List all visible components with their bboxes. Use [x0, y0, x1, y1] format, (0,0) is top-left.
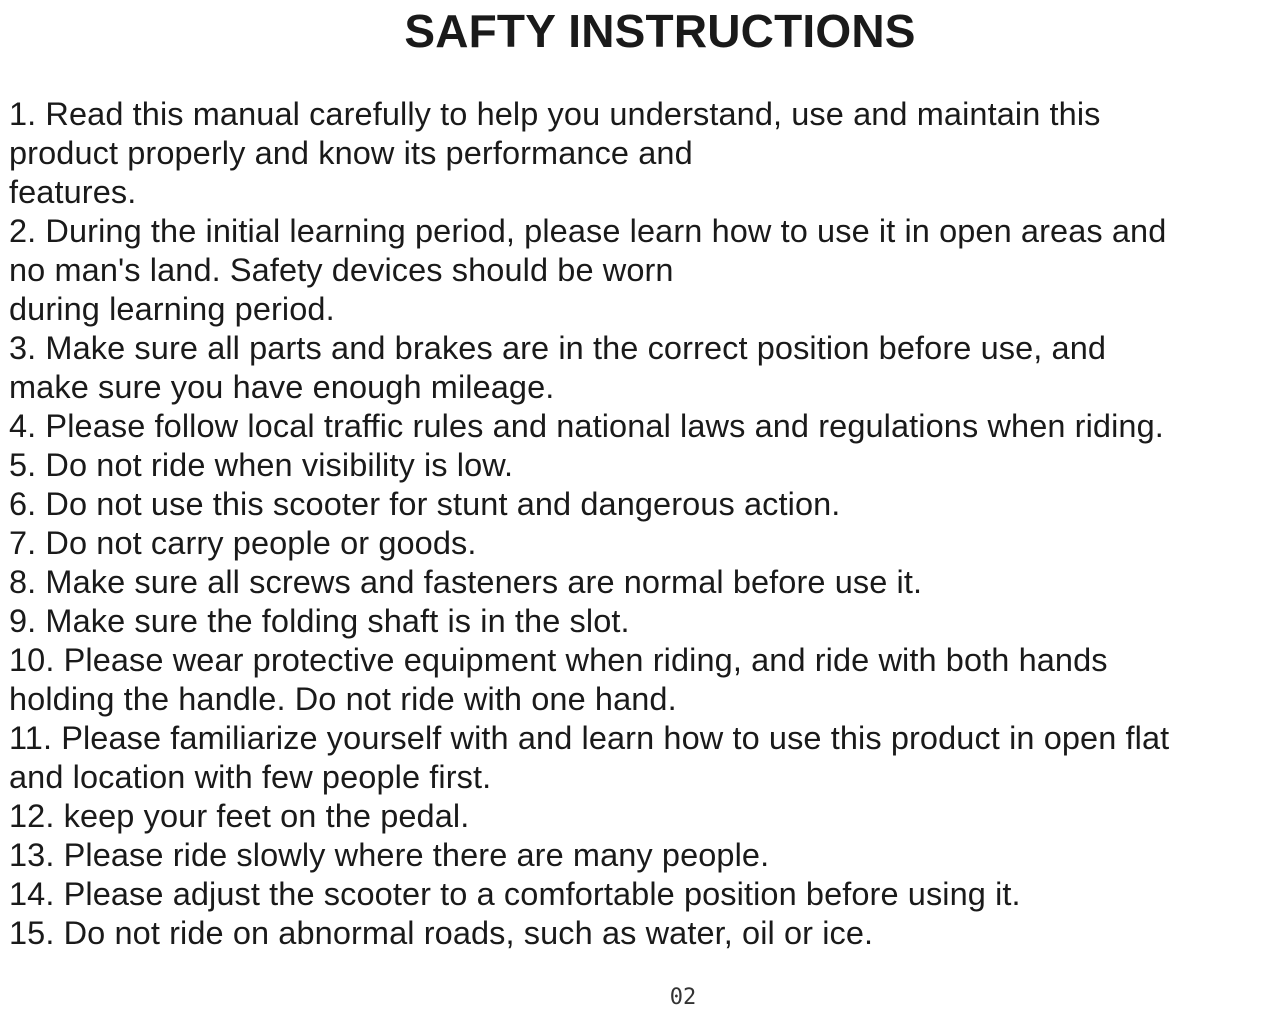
instruction-line: 2. During the initial learning period, please learn how to use it in open areas and — [9, 213, 1167, 249]
instruction-line: 13. Please ride slowly where there are many people. — [9, 837, 770, 873]
instruction-item — [9, 875, 1267, 914]
instruction-line: 14. Please adjust the scooter to a comfortable position before using it. — [9, 876, 1021, 912]
instruction-item — [9, 914, 1267, 953]
instruction-item — [9, 446, 1267, 485]
instruction-item — [9, 602, 1267, 641]
instruction-item — [9, 524, 1267, 563]
instruction-line: 8. Make sure all screws and fasteners are normal before use it. — [9, 564, 923, 600]
instruction-item — [9, 797, 1267, 836]
instruction-list — [9, 95, 1267, 953]
page-title: SAFTY INSTRUCTIONS — [404, 5, 916, 57]
instruction-item — [9, 563, 1267, 602]
instruction-item — [9, 641, 1267, 719]
instruction-line: 3. Make sure all parts and brakes are in the correct position before use, and — [9, 330, 1107, 366]
instruction-line: make sure you have enough mileage. — [9, 369, 555, 405]
instruction-line: 7. Do not carry people or goods. — [9, 525, 477, 561]
instruction-line: 12. keep your feet on the pedal. — [9, 798, 470, 834]
instruction-item — [9, 407, 1267, 446]
instruction-item — [9, 212, 1267, 329]
instruction-line: 10. Please wear protective equipment when riding, and ride with both hands — [9, 642, 1108, 678]
instruction-line: 15. Do not ride on abnormal roads, such as water, oil or ice. — [9, 915, 874, 951]
instruction-item — [9, 95, 1267, 212]
instruction-item — [9, 329, 1267, 407]
instruction-line: and location with few people first. — [9, 759, 492, 795]
instruction-item — [9, 836, 1267, 875]
instruction-line: during learning period. — [9, 291, 335, 327]
instruction-line: 9. Make sure the folding shaft is in the slot. — [9, 603, 630, 639]
instruction-line: 5. Do not ride when visibility is low. — [9, 447, 514, 483]
instruction-line: 11. Please familiarize yourself with and learn how to use this product in open flat — [9, 720, 1170, 756]
instruction-item — [9, 719, 1267, 797]
instruction-item — [9, 485, 1267, 524]
instruction-line: product properly and know its performance and — [9, 135, 693, 171]
instruction-line: features. — [9, 174, 137, 210]
instruction-line: 1. Read this manual carefully to help you understand, use and maintain this — [9, 96, 1101, 132]
page-number: 02 — [669, 985, 697, 1010]
instruction-line: holding the handle. Do not ride with one hand. — [9, 681, 677, 717]
instruction-line: no man's land. Safety devices should be worn — [9, 252, 674, 288]
instruction-line: 6. Do not use this scooter for stunt and dangerous action. — [9, 486, 841, 522]
instruction-line: 4. Please follow local traffic rules and national laws and regulations when riding. — [9, 408, 1164, 444]
